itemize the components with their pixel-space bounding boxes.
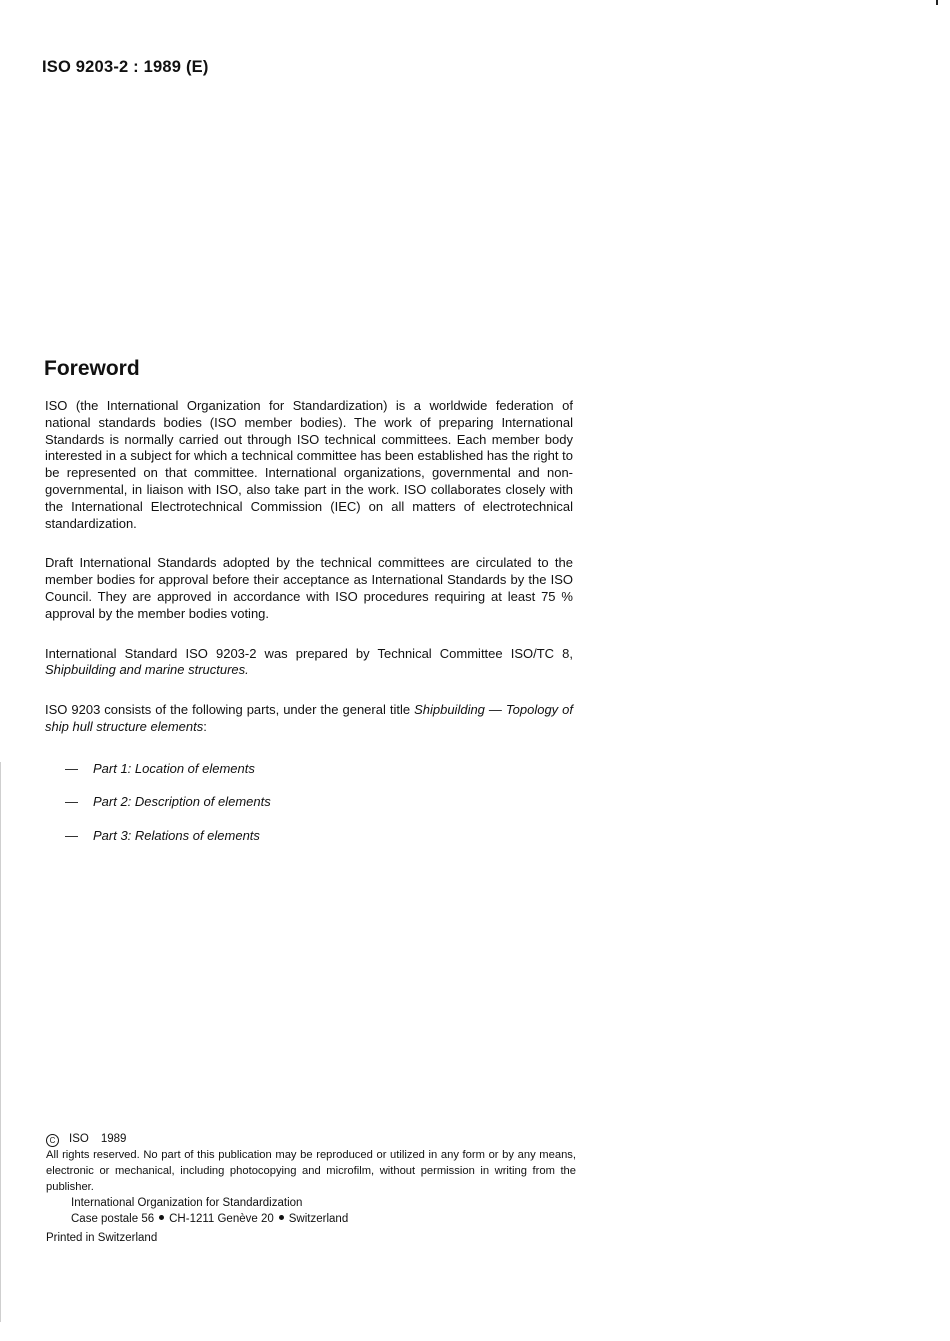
bullet-icon (159, 1215, 164, 1220)
foreword-paragraph-3 (45, 646, 573, 680)
address-country: Switzerland (288, 1213, 349, 1225)
part-label: Part 1: Location of elements (93, 760, 255, 776)
scan-artifact-mark (936, 0, 938, 5)
address-city: CH-1211 Genève 20 (169, 1213, 274, 1225)
part-label: Part 2: Description of elements (93, 794, 271, 810)
copyright-owner: ISO (69, 1133, 89, 1145)
publisher-address (71, 1211, 576, 1227)
general-title-italic: Shipbuilding — Topology of ship hull structure elements (45, 702, 573, 734)
list-item (45, 827, 573, 844)
foreword-section (45, 356, 573, 860)
list-item (45, 793, 573, 810)
list-dash: — (65, 827, 78, 843)
publisher-name: International Organization for Standardization (71, 1197, 303, 1209)
address-postbox: Case postale 56 (71, 1213, 155, 1225)
scan-edge-line (0, 762, 1, 1322)
foreword-paragraph-4 (45, 702, 573, 736)
printed-in: Printed in Switzerland (46, 1232, 158, 1244)
committee-title-italic: Shipbuilding and marine structures. (45, 662, 249, 678)
part-label: Part 3: Relations of elements (93, 827, 260, 843)
copyright-line (46, 1131, 576, 1147)
foreword-paragraph-2: Draft International Standards adopted by the technical committees are circulated to the member bodies for approval before their acceptance as International Standards by the ISO Council. They are approved in accordance with ISO procedures requiring at least 75 % approval by the member bodies voting. (45, 555, 573, 621)
copyright-year: 1989 (100, 1133, 127, 1145)
paragraph-3-text: International Standard ISO 9203-2 was prepared by Technical Committee ISO/TC 8, (45, 645, 573, 661)
parts-list (45, 760, 573, 844)
copyright-block (46, 1131, 576, 1246)
rights-statement: All rights reserved. No part of this publication may be reproduced or utilized in any form or by any means, electronic or mechanical, including photocopying and microfilm, without permission in writing from the publisher. (46, 1149, 576, 1193)
copyright-icon: C (46, 1134, 59, 1147)
list-dash: — (65, 760, 78, 776)
paragraph-4-text: ISO 9203 consists of the following parts, under the general title (45, 702, 411, 718)
foreword-paragraph-1: ISO (the International Organization for Standardization) is a worldwide federation of national standards bodies (ISO member bodies). The work of preparing International Standards is normally carried out through ISO technical committees. Each member body interested in a subject for which a technical committee has been established has the right to be represented on that committee. International organizations, governmental and non-governmental, in liaison with ISO, also take part in the work. ISO collaborates closely with the International Electrotechnical Commission (IEC) on all matters of electrotechnical standardization. (45, 398, 573, 531)
paragraph-4-end: : (203, 718, 207, 734)
bullet-icon (279, 1215, 284, 1220)
document-header: ISO 9203-2 : 1989 (E) (42, 58, 209, 76)
list-item (45, 760, 573, 777)
list-dash: — (65, 794, 78, 810)
foreword-title: Foreword (44, 357, 140, 380)
